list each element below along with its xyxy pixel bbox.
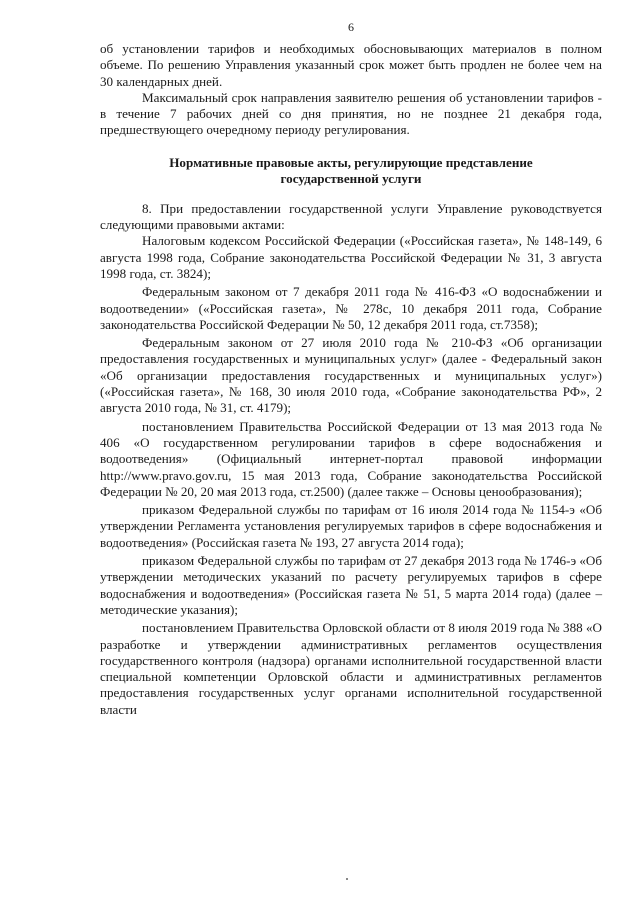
paragraph-tax-code: Налоговым кодексом Российской Федерации («Российская газета», № 148-149, 6 августа 1998 года, Собрание законодательства Российской Федерации № 31, 3 августа 1998 года, ст. 3824);	[100, 233, 602, 281]
paragraph-deadline-extension: об установлении тарифов и необходимых обосновывающих материалов в полном объеме. По решению Управления указанный срок может быть продлен не более чем на 30 календарных дней.	[100, 41, 602, 89]
paragraph-resolution-406: постановлением Правительства Российской Федерации от 13 мая 2013 года № 406 «О государственном регулировании тарифов в сфере водоснабжения и водоотведения» (Официальный интернет-портал правовой информации http://www.pravo.gov.ru, 15 мая 2013 года, Собрание законодательства Российской Федерации № 20, 20 мая 2013 года, ст.2500) (далее также – Основы ценообразования);	[100, 418, 602, 499]
paragraph-max-term: Максимальный срок направления заявителю решения об установлении тарифов - в течение 7 рабочих дней со дня принятия, но не позднее 21 декабря года, предшествующего очередному периоду регулирования.	[100, 89, 602, 138]
paragraph-item-8: 8. При предоставлении государственной услуги Управление руководствуется следующими правовыми актами:	[100, 200, 602, 233]
page-number: 6	[348, 20, 354, 34]
document-page	[100, 20, 602, 718]
paragraph-law-416: Федеральным законом от 7 декабря 2011 года № 416-ФЗ «О водоснабжении и водоотведении» («Российская газета», № 278с, 10 декабря 2011 года, Собрание законодательства Российской Федерации № 50, 12 декабря 2011 года, ст.7358);	[100, 284, 602, 332]
paragraph-resolution-388: постановлением Правительства Орловской области от 8 июля 2019 года № 388 «О разработке и утверждении административных регламентов осуществления государственного контроля (надзора) органами исполнительной государственной власти специальной компетенции Орловской области и административных регламентов предоставления государственных услуг органами исполнительной государственной власти	[100, 620, 602, 717]
scan-speck	[346, 878, 348, 880]
section-heading	[100, 155, 602, 188]
section-heading-line-1: Нормативные правовые акты, регулирующие представление	[169, 154, 533, 170]
paragraph-order-1154: приказом Федеральной службы по тарифам от 16 июля 2014 года № 1154-э «Об утверждении Регламента установления регулируемых тарифов в сфере водоснабжения и водоотведения» (Российская газета № 193, 27 августа 2014 года);	[100, 502, 602, 550]
paragraph-order-1746: приказом Федеральной службы по тарифам от 27 декабря 2013 года № 1746-э «Об утверждении методических указаний по расчету регулируемых тарифов в сфере водоснабжения и водоотведения» (Российская газета № 51, 5 марта 2014 года) (далее – методические указания);	[100, 553, 603, 617]
paragraph-law-210: Федеральным законом от 27 июля 2010 года № 210-ФЗ «Об организации предоставления государственных и муниципальных услуг» (далее - Федеральный закон «Об организации предоставления государственных и муниципальных услуг») («Российская газета», № 168, 30 июля 2010 года, «Собрание законодательства РФ», 2 августа 2010 года, № 31, ст. 4179);	[100, 335, 602, 416]
section-heading-line-2: государственной услуги	[280, 171, 422, 187]
